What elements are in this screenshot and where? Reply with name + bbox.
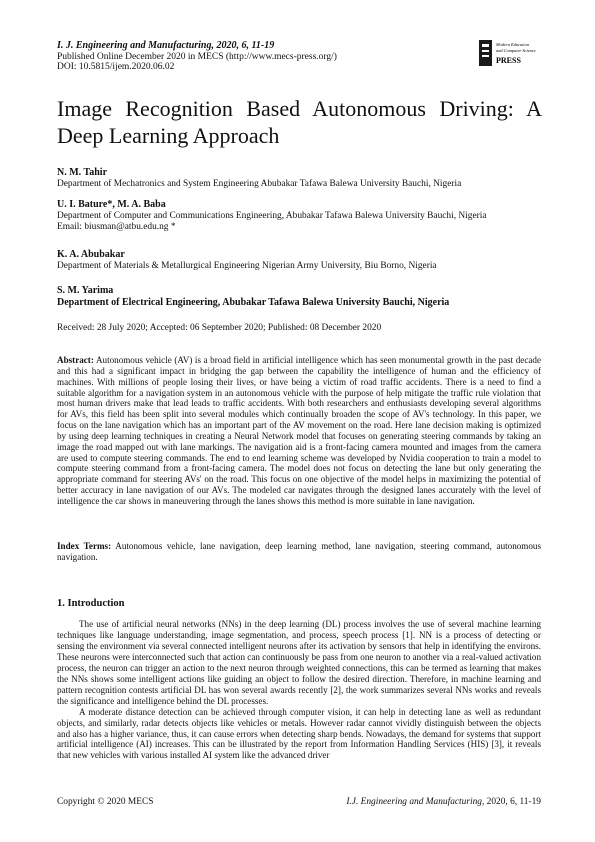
logo-book-icon (479, 40, 492, 66)
logo-line2: and Computer Science (496, 48, 536, 53)
author-affiliation: Department of Mechatronics and System Engineering Abubakar Tafawa Balewa University Bauchi, Nigeria (57, 179, 462, 189)
footer-journal (346, 797, 541, 807)
paragraph-2: A moderate distance detection can be achieved through computer vision, it can help in detecting lane as well as redundant objects, and similarly, radar detects objects like vehicles or metals. However radar cannot vividly distinguish between the objects and also has a higher variance, thus, it can cause errors when detecting sharp bends. Nowadays, the demand for systems that support artificial intelligence (AI) increases. This can be illustrated by the report from Information Handling Services (HIS) [3], it reveals that new vehicles with various installed AI system like the advanced driver (57, 706, 541, 761)
abstract-text: Autonomous vehicle (AV) is a broad field in artificial intelligence which has seen monumental growth in the past decade and this had a significant impact in bridging the gap between the capability the intelligence of human and the efficiency of machines. With millions of people losing their lives, or have being a victim of road traffic accidents. There is a need to find a suitable algorithm for a navigation system in an autonomous vehicle with the purpose of help mitigate the traffic rule violation that most human drivers make that lead leads to traffic accidents. With both researchers and enthusiasts developing several algorithms for AVs, this field has been split into several modules which continually broaden the scope of AV's technology. In this paper, we focus on the lane navigation which has an important part of the AV movement on the road. Here lane decision making is optimized by using deep learning techniques in creating a Neural Network model that focuses on generating steering commands by taking an image the road mapped out with lane markings. The navigation aid is a front-facing camera mounted and images from the camera are used to compute steering commands. The end to end learning scheme was developed by Nvidia cooperation to train a model to compute steering command from a front-facing camera. The model does not focus on detecting the lane but only generating the appropriate command for steering AVs' on the road. This focus on one objective of the model helps in maximizing the potential of better accuracy in lane navigation of our AVs. The modeled car navigates through the designed lanes accurately with the level of intelligence the car shows in maneuvering through the lanes shows this method is more suitable in lane navigation. (57, 355, 541, 506)
author-block-1 (57, 166, 542, 190)
author-names: U. I. Bature*, M. A. Baba (57, 199, 166, 210)
abstract (57, 355, 541, 507)
author-email: Email: biusman@atbu.edu.ng * (57, 222, 176, 232)
index-terms (57, 541, 541, 563)
footer-copyright: Copyright © 2020 MECS (57, 797, 154, 807)
logo-brand: PRESS (496, 56, 521, 65)
journal-name: I. J. Engineering and Manufacturing, 2020, 6, 11-19 (57, 40, 275, 51)
paragraph-1: The use of artificial neural networks (NNs) in the deep learning (DL) process involves the use of several machine learning techniques like language understanding, image segmentation, and process, speech process [1]. NN is a process of detecting or sensing the environment via several connected intelligent neurons after its activation by sensors that help in identifying the environs. These neurons were interconnected such that action can continuously be pass from one neuron to another via a real-valued activation process, the neuron can trigger an action to the next neuron through weighted connections, this can be termed as learning that makes the NNs shows some intelligent actions like guiding an object to follow the desired direction. Therefore, in machine learning and pattern recognition contests artificial DL has won several awards recently [2], the work summarizes several NNs works and reveals the significance and intelligence behind the DL processes. (57, 619, 541, 706)
footer-issue: 2020, 6, 11-19 (484, 797, 541, 807)
published-line: Published Online December 2020 in MECS (http://www.mecs-press.org/) (57, 51, 337, 62)
doi-line: DOI: 10.5815/ijem.2020.06.02 (57, 62, 175, 72)
author-names: K. A. Abubakar (57, 249, 125, 260)
author-names: N. M. Tahir (57, 167, 108, 178)
index-terms-text: Autonomous vehicle, lane navigation, deep learning method, lane navigation, steering command, autonomous navigation. (57, 541, 541, 562)
received-dates: Received: 28 July 2020; Accepted: 06 September 2020; Published: 08 December 2020 (57, 323, 382, 333)
author-affiliation: Department of Materials & Metallurgical Engineering Nigerian Army University, Biu Borno, Nigeria (57, 261, 437, 271)
introduction-body (57, 619, 541, 761)
author-block-3 (57, 248, 542, 272)
footer-journal-name: I.J. Engineering and Manufacturing, (346, 797, 485, 807)
author-block-2 (57, 198, 542, 233)
logo-line1: Modern Education (496, 42, 530, 47)
author-affiliation: Department of Computer and Communications Engineering, Abubakar Tafawa Balewa University Bauchi, Nigeria (57, 211, 487, 221)
author-block-4 (57, 284, 542, 308)
paper-title: Image Recognition Based Autonomous Driving: A Deep Learning Approach (57, 96, 542, 148)
author-affiliation: Department of Electrical Engineering, Abubakar Tafawa Balewa University Bauchi, Nigeria (57, 297, 450, 308)
section-heading: 1. Introduction (57, 598, 125, 609)
index-terms-label: Index Terms: (57, 541, 112, 551)
journal-header (57, 41, 477, 73)
mecs-press-logo (477, 37, 541, 73)
author-names: S. M. Yarima (57, 285, 114, 296)
abstract-label: Abstract: (57, 355, 94, 365)
